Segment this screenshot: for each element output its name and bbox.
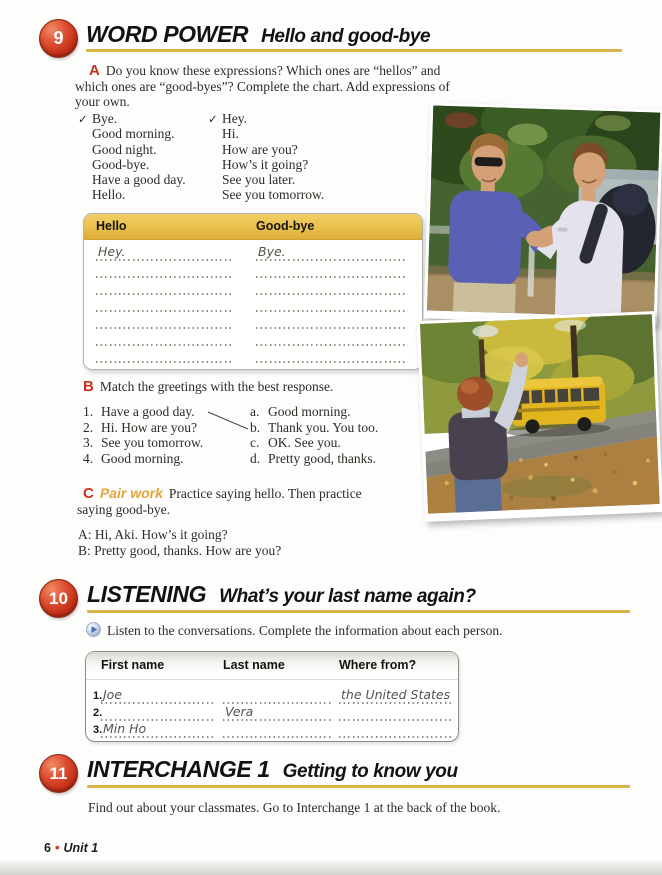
section-number: 11 <box>49 763 68 783</box>
table-row: 3. Min Ho <box>86 721 458 738</box>
chart-header-hello: Hello <box>96 219 127 233</box>
matching-exercise <box>83 404 413 470</box>
where-from-field[interactable] <box>339 705 451 721</box>
first-name-field[interactable] <box>101 722 213 738</box>
last-name-field[interactable] <box>223 722 331 738</box>
photo-greeting-handshake <box>424 102 662 325</box>
chart-cell[interactable] <box>96 262 233 278</box>
page-footer <box>44 840 98 855</box>
checkmark-icon: ✓ <box>208 112 218 126</box>
section-title-interchange <box>87 756 458 783</box>
list-item: Hi. <box>222 126 239 142</box>
section-title-sub: Getting to know you <box>282 761 458 782</box>
list-item: Good-bye. <box>92 156 150 172</box>
chart-row <box>84 261 422 278</box>
section-title-sub: What’s your last name again? <box>219 586 476 607</box>
part-b-instruction <box>83 379 333 395</box>
pair-work-tag: Pair work <box>99 485 163 501</box>
chart-header <box>84 214 422 240</box>
section-divider-rule <box>87 785 630 788</box>
part-c-label: C <box>83 485 94 502</box>
expression-column-1 <box>78 111 186 203</box>
chart-cell[interactable] <box>256 330 408 346</box>
listening-instruction: Listen to the conversations. Complete the information about each person. <box>107 623 503 638</box>
section-number: 9 <box>53 28 64 48</box>
response-item[interactable]: c. OK. See you. <box>250 435 341 451</box>
chart-cell[interactable] <box>96 313 233 329</box>
list-item: ✓ Hey. <box>208 111 247 126</box>
dotted-line <box>223 736 331 738</box>
list-item: ✓ Bye. <box>78 111 118 126</box>
example-dialog <box>78 527 281 558</box>
part-c-instruction <box>77 486 379 517</box>
section-title-word-power <box>86 21 430 48</box>
greeting-item[interactable]: 2. Hi. How are you? <box>83 419 197 435</box>
responses-column <box>250 404 378 467</box>
handwritten-entry: the United States <box>341 687 451 702</box>
section-title-main: INTERCHANGE 1 <box>87 756 270 782</box>
dotted-line <box>96 361 233 363</box>
handwritten-entry: Joe <box>103 687 123 702</box>
list-item: See you tomorrow. <box>222 187 325 203</box>
unit-label: Unit 1 <box>63 840 99 855</box>
chart-row <box>84 244 422 261</box>
bus-photo-illustration <box>420 314 660 514</box>
table-body <box>86 680 458 738</box>
section-number-badge-10 <box>39 579 78 618</box>
listening-table <box>85 651 459 742</box>
col-header-where-from: Where from? <box>339 658 417 672</box>
page-number: 6 <box>44 840 51 855</box>
handwritten-entry: Vera <box>225 704 254 719</box>
section-number: 10 <box>49 588 68 608</box>
chart-cell[interactable] <box>256 313 408 329</box>
section-number-badge-11 <box>39 754 78 793</box>
greeting-item[interactable]: 4. Good morning. <box>83 451 184 467</box>
list-item: Good night. <box>92 141 157 157</box>
interchange-text: Find out about your classmates. Go to Interchange 1 at the back of the book. <box>88 800 501 815</box>
where-from-field[interactable] <box>339 688 451 704</box>
photo-school-bus-wave <box>417 311 662 522</box>
hello-goodbye-chart <box>83 213 423 370</box>
greeting-item[interactable]: 1. Have a good day. <box>83 404 195 419</box>
section-title-listening <box>87 581 476 608</box>
dotted-line <box>339 736 451 738</box>
table-header <box>86 652 458 680</box>
list-item: How’s it going? <box>222 156 309 172</box>
part-b-label: B <box>83 378 94 395</box>
section-divider-rule <box>87 610 630 613</box>
greeting-item[interactable]: 3. See you tomorrow. <box>83 435 204 451</box>
chart-cell[interactable] <box>256 296 408 312</box>
match-connector-line <box>201 407 253 433</box>
chart-body <box>84 240 422 363</box>
table-row: 2. Vera <box>86 704 458 721</box>
listening-instruction-row <box>86 622 503 639</box>
chart-cell[interactable] <box>256 262 408 278</box>
section-title-main: LISTENING <box>87 581 207 607</box>
chart-cell[interactable] <box>256 245 408 261</box>
greeting-photo-illustration <box>427 105 660 317</box>
part-a-text: Do you know these expressions? Which ones are “hellos” and which ones are “good-byes”? Complete the chart. Add expressions of your own. <box>75 63 450 110</box>
chart-row <box>84 295 422 312</box>
part-b-text: Match the greetings with the best response. <box>99 379 334 394</box>
section-number-badge-9 <box>39 19 78 58</box>
chart-row <box>84 346 422 363</box>
expression-column-2 <box>208 111 324 203</box>
chart-cell[interactable] <box>96 347 233 363</box>
list-item: See you later. <box>222 172 296 188</box>
response-item[interactable]: b. Thank you. You too. <box>250 419 379 435</box>
section-title-sub: Hello and good-bye <box>261 26 431 47</box>
section-title-main: WORD POWER <box>86 21 249 47</box>
part-a-instruction <box>75 63 453 110</box>
chart-row <box>84 278 422 295</box>
footer-bullet: • <box>54 840 60 855</box>
chart-cell[interactable] <box>96 245 233 261</box>
chart-header-goodbye: Good-bye <box>256 219 315 233</box>
dotted-line <box>256 361 408 363</box>
section-divider-rule <box>86 49 622 52</box>
chart-cell[interactable] <box>96 296 233 312</box>
part-a-label: A <box>89 62 100 79</box>
list-item: How are you? <box>222 141 298 157</box>
handwritten-entry: Bye. <box>258 244 286 259</box>
greetings-column <box>83 404 203 467</box>
page-edge-shadow <box>0 861 662 875</box>
handwritten-entry: Min Ho <box>103 721 147 736</box>
checkmark-icon: ✓ <box>78 112 88 126</box>
chart-cell[interactable] <box>96 279 233 295</box>
chart-cell[interactable] <box>256 279 408 295</box>
chart-cell[interactable] <box>96 330 233 346</box>
chart-row <box>84 312 422 329</box>
dialog-line-b: B: Pretty good, thanks. How are you? <box>78 542 282 558</box>
list-item: Good morning. <box>92 126 175 142</box>
audio-play-icon[interactable] <box>86 622 101 637</box>
response-item[interactable]: a. Good morning. <box>250 404 351 419</box>
last-name-field[interactable] <box>223 688 331 704</box>
list-item: Have a good day. <box>92 172 186 188</box>
list-item: Hello. <box>92 187 126 203</box>
dotted-line <box>101 736 213 738</box>
dialog-line-a: A: Hi, Aki. How’s it going? <box>78 527 228 542</box>
col-header-last-name: Last name <box>223 658 285 672</box>
handwritten-entry: Hey. <box>98 244 126 259</box>
first-name-field[interactable] <box>101 705 213 721</box>
expression-lists <box>78 111 418 206</box>
col-header-first-name: First name <box>101 658 165 672</box>
table-row: 1. Joe the United States <box>93 687 451 702</box>
chart-row <box>84 329 422 346</box>
where-from-field[interactable] <box>339 722 451 738</box>
last-name-field[interactable] <box>223 705 331 721</box>
part-c-text: Practice saying hello. Then practice saying good-bye. <box>77 486 362 517</box>
chart-cell[interactable] <box>256 347 408 363</box>
response-item[interactable]: d. Pretty good, thanks. <box>250 451 376 467</box>
first-name-field[interactable] <box>101 688 213 704</box>
